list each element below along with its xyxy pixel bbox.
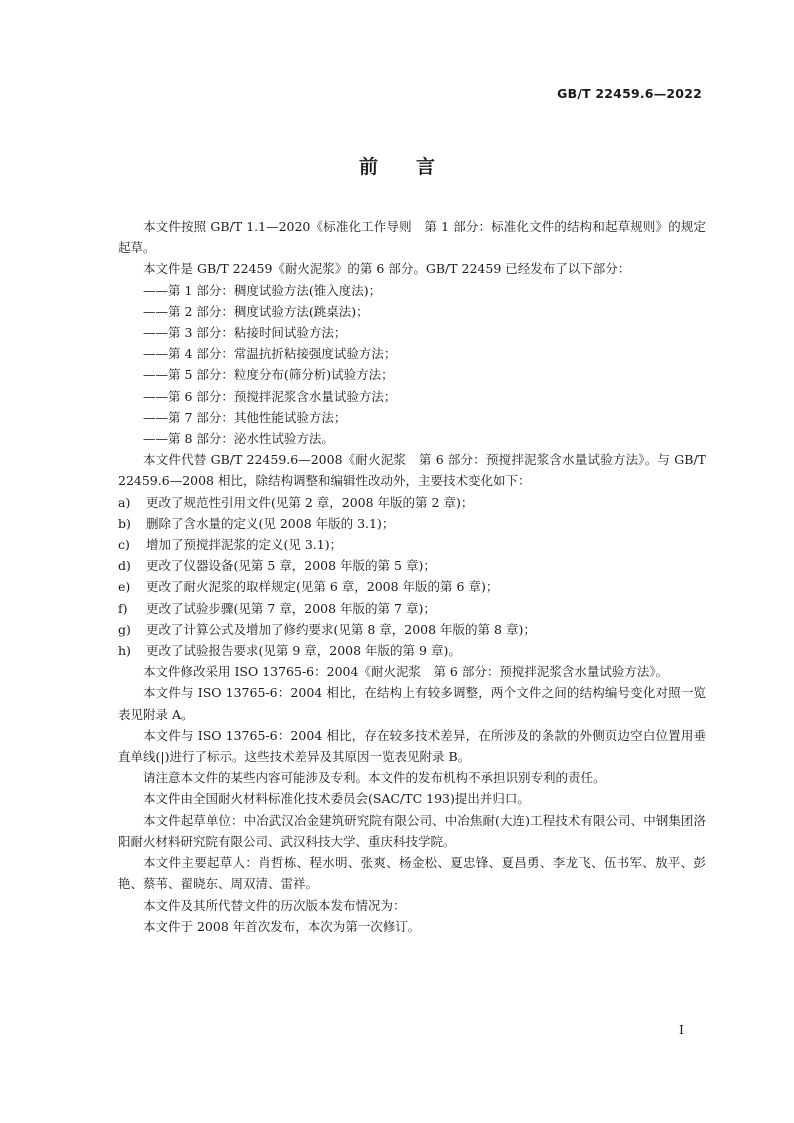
change-label: h) bbox=[118, 643, 131, 659]
change-label: b) bbox=[118, 515, 131, 531]
change-label: d) bbox=[118, 558, 131, 574]
change-list-item bbox=[118, 640, 706, 661]
paragraph-drafting-rules: 本文件按照 GB/T 1.1—2020《标准化工作导则 第 1 部分：标准化文件的结构和起草规则》的规定起草。 bbox=[118, 219, 706, 256]
page-number: I bbox=[679, 1022, 684, 1037]
change-text: 更改了试验步骤(见第 7 章，2008 年版的第 7 章)； bbox=[146, 600, 436, 616]
part-list-item: ——第 8 部分：泌水性试验方法。 bbox=[143, 431, 334, 447]
paragraph-structure-changes: 本文件与 ISO 13765-6：2004 相比，在结构上有较多调整，两个文件之间的结构编号变化对照一览表见附录 A。 bbox=[118, 685, 706, 722]
change-list-item bbox=[118, 492, 706, 513]
change-text: 更改了耐火泥浆的取样规定(见第 6 章，2008 年版的第 6 章)； bbox=[146, 579, 499, 595]
title-char-2: 言 bbox=[416, 156, 436, 178]
change-label: g) bbox=[118, 621, 131, 637]
change-text: 更改了仪器设备(见第 5 章，2008 年版的第 5 章)； bbox=[146, 558, 436, 574]
standard-code: GB/T 22459.6—2022 bbox=[557, 86, 702, 101]
part-list-item: ——第 2 部分：稠度试验方法(跳桌法)； bbox=[143, 303, 369, 319]
change-list-item bbox=[118, 513, 706, 534]
part-list-item: ——第 7 部分：其他性能试验方法； bbox=[143, 409, 347, 425]
page-title bbox=[0, 152, 794, 179]
change-list-item bbox=[118, 576, 706, 597]
change-label: f) bbox=[118, 600, 128, 616]
change-label: e) bbox=[118, 579, 131, 595]
change-list-item bbox=[118, 534, 706, 555]
change-text: 更改了试验报告要求(见第 9 章，2008 年版的第 9 章)。 bbox=[146, 643, 461, 659]
change-label: c) bbox=[118, 537, 130, 553]
change-list-item bbox=[118, 555, 706, 576]
paragraph-series-intro: 本文件是 GB/T 22459《耐火泥浆》的第 6 部分。GB/T 22459 已经发布了以下部分： bbox=[143, 261, 631, 277]
part-list-item: ——第 6 部分：预搅拌泥浆含水量试验方法； bbox=[143, 388, 397, 404]
paragraph-version-history: 本文件及其所代替文件的历次版本发布情况为： bbox=[143, 897, 406, 913]
paragraph-drafters: 本文件主要起草人：肖哲栋、程水明、张爽、杨金松、夏忠锋、夏昌勇、李龙飞、伍书军、敖平、彭艳、蔡苇、翟晓东、周双清、雷祥。 bbox=[118, 855, 706, 892]
title-char-1: 前 bbox=[358, 156, 378, 178]
paragraph-first-release: 本文件于 2008 年首次发布，本次为第一次修订。 bbox=[143, 918, 421, 934]
paragraph-replaces: 本文件代替 GB/T 22459.6—2008《耐火泥浆 第 6 部分：预搅拌泥浆含水量试验方法》。与 GB/T 22459.6—2008 相比，除结构调整和编辑性改动外，主要技术变化如下： bbox=[118, 452, 706, 489]
part-list-item: ——第 5 部分：粒度分布(筛分析)试验方法； bbox=[143, 367, 394, 383]
part-list-item: ——第 3 部分：粘接时间试验方法； bbox=[143, 325, 347, 341]
paragraph-iso-adoption: 本文件修改采用 ISO 13765-6：2004《耐火泥浆 第 6 部分：预搅拌泥浆含水量试验方法》。 bbox=[143, 664, 669, 680]
paragraph-drafting-units: 本文件起草单位：中冶武汉冶金建筑研究院有限公司、中冶焦耐(大连)工程技术有限公司、中钢集团洛阳耐火材料研究院有限公司、武汉科技大学、重庆科技学院。 bbox=[118, 812, 706, 849]
paragraph-patent-notice: 请注意本文件的某些内容可能涉及专利。本文件的发布机构不承担识别专利的责任。 bbox=[143, 770, 606, 786]
change-text: 更改了计算公式及增加了修约要求(见第 8 章，2008 年版的第 8 章)； bbox=[146, 621, 536, 637]
part-list-item: ——第 1 部分：稠度试验方法(锥入度法)； bbox=[143, 282, 382, 298]
change-text: 删除了含水量的定义(见 2008 年版的 3.1)； bbox=[146, 515, 395, 531]
foreword-body bbox=[118, 216, 706, 937]
paragraph-technical-differences: 本文件与 ISO 13765-6：2004 相比，存在较多技术差异，在所涉及的条款的外侧页边空白位置用垂直单线(|)进行了标示。这些技术差异及其原因一览表见附录 B。 bbox=[118, 727, 706, 765]
paragraph-committee: 本文件由全国耐火材料标准化技术委员会(SAC/TC 193)提出并归口。 bbox=[143, 791, 530, 807]
change-text: 更改了规范性引用文件(见第 2 章，2008 年版的第 2 章)； bbox=[146, 494, 474, 510]
change-label: a) bbox=[118, 494, 131, 510]
change-list-item bbox=[118, 598, 706, 619]
part-list-item: ——第 4 部分：常温抗折粘接强度试验方法； bbox=[143, 346, 397, 362]
change-list-item bbox=[118, 619, 706, 640]
change-text: 增加了预搅拌泥浆的定义(见 3.1)； bbox=[146, 537, 343, 553]
